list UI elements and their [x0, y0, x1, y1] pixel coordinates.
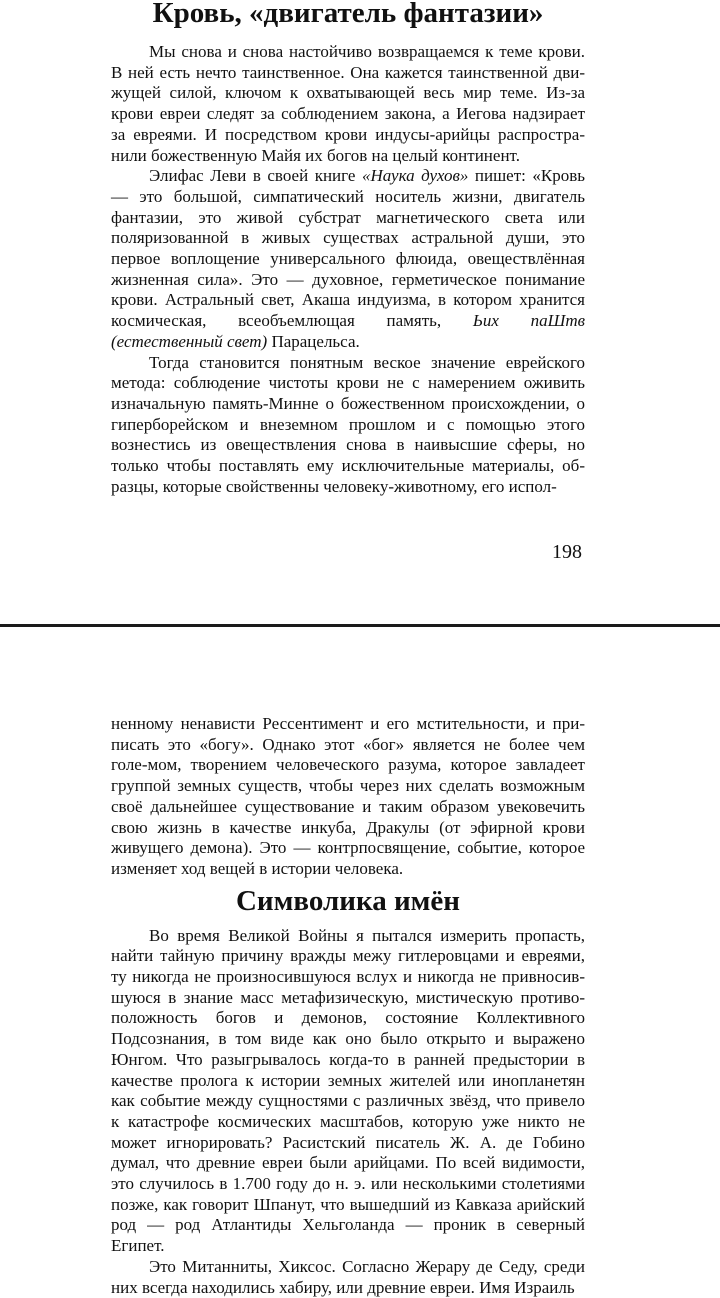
paragraph-text: пишет: «Кровь — это большой, симпатический носитель жизни, двигатель фантазии, это живой субстрат магнетического света или поляризованной в живых существах астральной души, это первое воплощение универсального флюида, овеществлённая жизненная сила». Это — духовное, герметическое понимание крови. Астральный свет, Акаша индуизма, в котором хранится космическая, всеобъемлющая память, — [111, 166, 585, 331]
paragraph: Тогда становится понятным веское значение еврейского метода: соблюдение чистоты крови не с намерением оживить изначальную память-Минне о божественном происхождении, о гиперборейском и внеземном прошлом и с помощью этого вознестись из овеществления снова в наивысшие сферы, но только чтобы поставлять ему исключительные материалы, образцы, которые свойственны человеку-животному, его испол- — [111, 352, 585, 496]
page-divider — [0, 624, 720, 627]
book-title: «Наука духов» — [361, 166, 469, 186]
paragraph — [111, 166, 585, 352]
paragraph: Мы снова и снова настойчиво возвращаемся к теме крови. В ней есть нечто таинственное. Она кажется таинственной движущей силой, ключом к охватывающей весь мир теме. Из-за крови евреи следят за соблюдением закона, а Иегова надзирает за евреями. И посредством крови индусы-арийцы распространили божественную Майя их богов на целый континент. — [111, 42, 585, 165]
paragraph-text: Элифас Леви в своей книге — [149, 166, 362, 186]
book-page-lower — [0, 628, 720, 1297]
book-page-upper — [0, 0, 720, 626]
upper-body-text — [111, 42, 585, 497]
lower-body-text — [111, 714, 585, 1298]
continuation-paragraph: ненному ненависти Рессентимент и его мстительности, и приписать это «богу». Однако этот «бог» является не более чем голе-мом, творением человеческого разума, которое завладеет группой земных существ, чтобы через них сделать возможным своё дальнейшее существование и таким образом увековечить свою жизнь в качестве инкуба, Дракулы (от эфирной крови живущего демона). Это — контрпосвящение, событие, которое изменяет ход вещей в истории человека. — [111, 714, 585, 878]
paragraph-text: Парацельса. — [267, 331, 360, 351]
page-number: 198 — [552, 541, 582, 563]
paragraph: Во время Великой Войны я пытался измерить пропасть, найти тайную причину вражды межу гитлеровцами и евреями, ту никогда не произносившуюся вслух и никогда не привносившуюся в знание масс метафизическую, мистическую противоположность богов и демонов, состояние Коллективного Подсознания, в том виде как оно было открыто и выражено Юнгом. Что разыгрывалось когда-то в ранней предыстории в качестве пролога к истории земных жителей или инопланетян как событие между сущностями с различных звёзд, что привело к катастрофе космических масштабов, которую уже никто не может игнорировать? Расистский писатель Ж. А. де Гобино думал, что древние евреи были арийцами. По всей видимости, это случилось в 1.700 году до н. э. или несколькими столетиями позже, как говорит Шпанут, что вышедший из Кавказа арийский род — род Атлантиды Хельголанда — проник в северный Египет. — [111, 925, 585, 1256]
italic-term: Ьих паШтв (естественный свет) — [111, 311, 585, 351]
chapter-title: Кровь, «двигатель фантазии» — [152, 0, 544, 29]
paragraph: Это Митанниты, Хиксос. Согласно Жерару де Седу, среди них всегда находились хабиру, или древние евреи. Имя Израиль — [111, 1256, 585, 1297]
section-title: Символика имён — [235, 884, 461, 917]
